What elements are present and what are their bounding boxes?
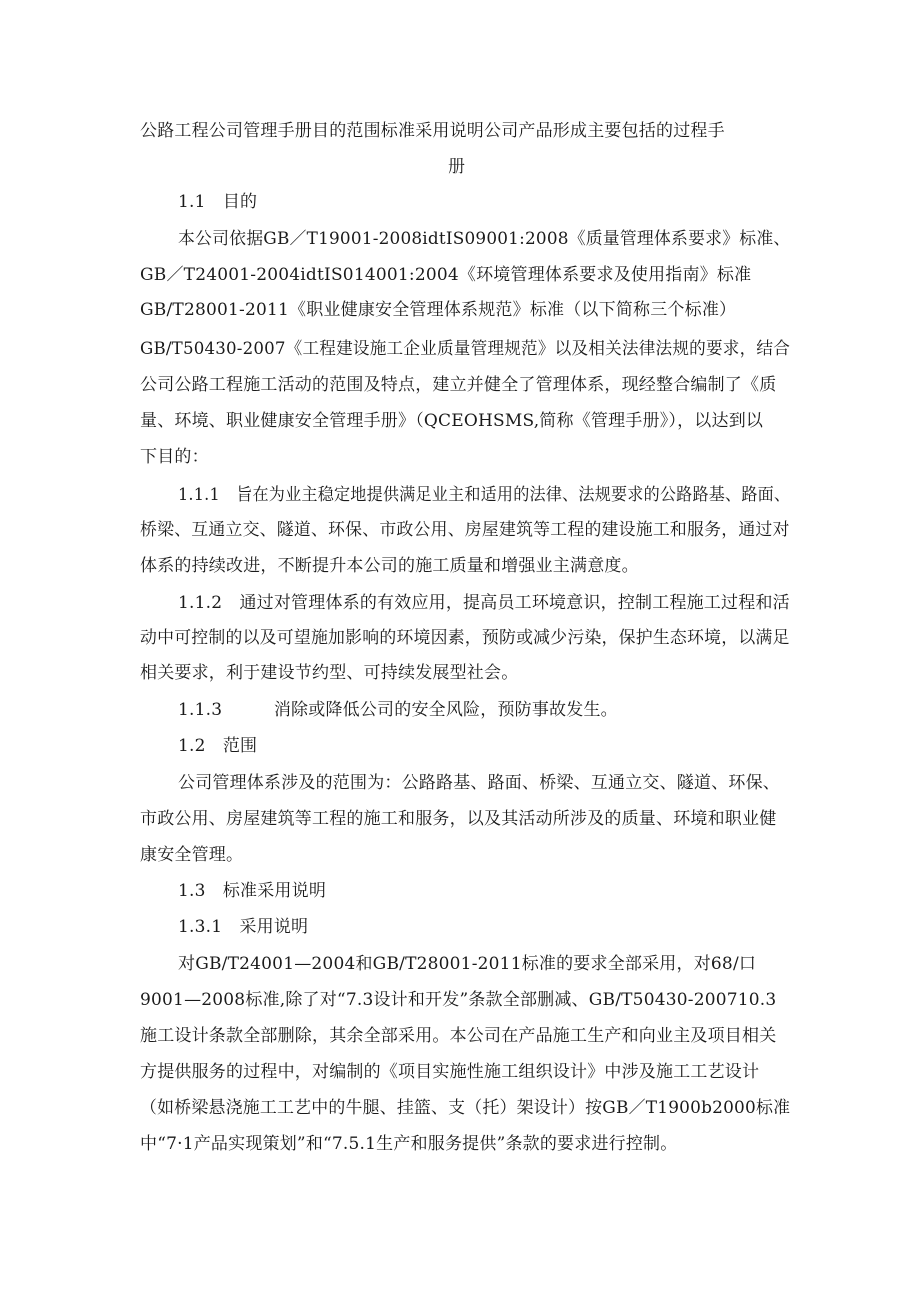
paragraph-line: GB／T24001-2004idtIS014001:2004《环境管理体系要求及使用指南》标准 [140,265,752,285]
paragraph-line: 体系的持续改进，不断提升本公司的施工质量和增强业主满意度。 [140,556,639,576]
document-title-line-1: 公路工程公司管理手册目的范围标准采用说明公司产品形成主要包括的过程手 [140,121,725,141]
paragraph-line: 对GB/T24001—2004和GB/T28001-2011标准的要求全部采用，对68/口 [178,954,757,974]
paragraph-line: 桥梁、互通立交、隧道、环保、市政公用、房屋建筑等工程的建设施工和服务，通过对 [140,520,790,540]
section-1-2-heading: 1.2 范围 [178,736,258,756]
paragraph-line: 1.1.2 通过对管理体系的有效应用，提高员工环境意识，控制工程施工过程和活 [178,593,790,613]
paragraph-line: 相关要求，利于建设节约型、可持续发展型社会。 [140,663,519,683]
paragraph-line: 1.1.1 旨在为业主稳定地提供满足业主和适用的法律、法规要求的公路路基、路面、 [178,485,791,505]
paragraph-line: 9001—2008标准,除了对“7.3设计和开发”条款全部删减、GB/T50430-200710.3 [140,990,777,1010]
paragraph-line: 市政公用、房屋建筑等工程的施工和服务，以及其活动所涉及的质量、环境和职业健 [140,809,777,829]
paragraph-line: 方提供服务的过程中，对编制的《项目实施性施工组织设计》中涉及施工工艺设计 [140,1062,760,1082]
section-1-1-heading: 1.1 目的 [178,192,258,212]
paragraph-line: 下目的： [140,447,209,467]
section-1-3-heading: 1.3 标准采用说明 [178,881,327,901]
paragraph-line: GB/T50430-2007《工程建设施工企业质量管理规范》以及相关法律法规的要求，结合 [140,339,791,359]
paragraph-line: 公司管理体系涉及的范围为：公路路基、路面、桥梁、互通立交、隧道、环保、 [178,773,780,793]
paragraph-line: 本公司依据GB／T19001-2008idtIS09001:2008《质量管理体系要求》标准、 [178,229,791,249]
paragraph-line: 量、环境、职业健康安全管理手册》（QCEOHSMS,简称《管理手册》），以达到以 [140,411,764,431]
paragraph-line: GB/T28001-2011《职业健康安全管理体系规范》标准（以下简称三个标准） [140,300,737,320]
paragraph-line: 1.1.3 消除或降低公司的安全风险，预防事故发生。 [178,700,618,720]
section-1-3-1-heading: 1.3.1 采用说明 [178,917,309,937]
paragraph-line: （如桥梁悬浇施工工艺中的牛腿、挂篮、支（托）架设计）按GB／T1900b2000标准 [140,1098,791,1118]
paragraph-line: 施工设计条款全部删除，其余全部采用。本公司在产品施工生产和向业主及项目相关 [140,1026,777,1046]
paragraph-line: 康安全管理。 [140,845,244,865]
paragraph-line: 公司公路工程施工活动的范围及特点，建立并健全了管理体系，现经整合编制了《质 [140,375,777,395]
paragraph-line: 动中可控制的以及可望施加影响的环境因素，预防或减少污染，保护生态环境，以满足 [140,628,790,648]
document-title-line-2: 册 [448,157,466,177]
paragraph-line: 中“7·1产品实现策划”和“7.5.1生产和服务提供”条款的要求进行控制。 [140,1134,678,1154]
